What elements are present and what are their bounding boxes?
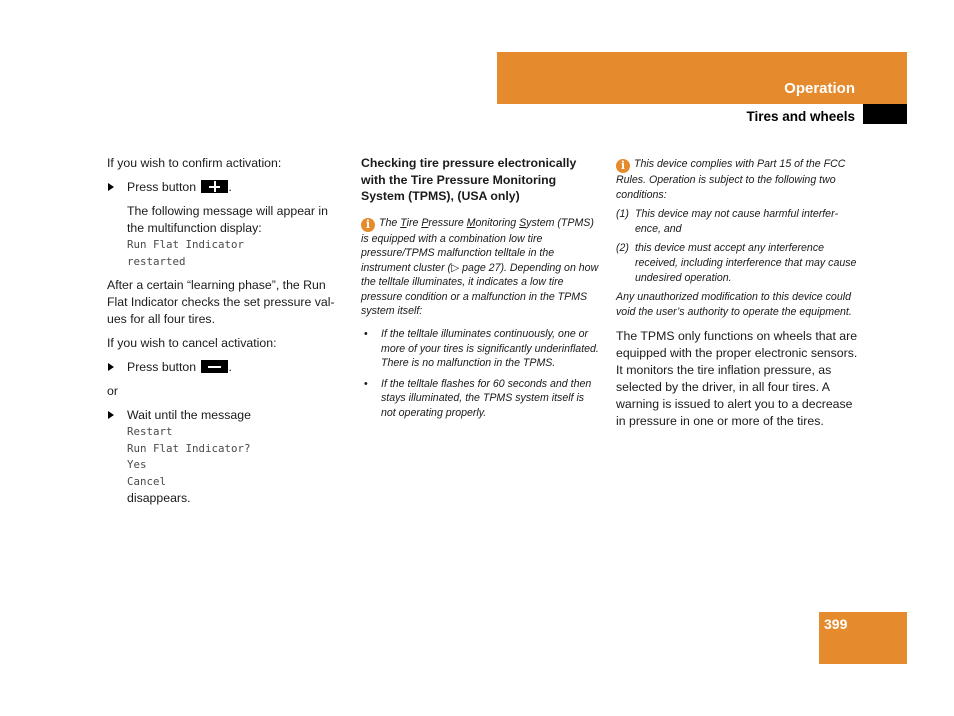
step-press-plus	[107, 179, 347, 196]
arrow-icon	[108, 183, 114, 191]
column-right	[616, 157, 860, 430]
display-line: Cancel	[127, 474, 167, 488]
section-title: Operation	[784, 80, 855, 97]
punctuation: .	[228, 180, 232, 194]
note-text: M	[466, 216, 476, 229]
tpms-info-note	[361, 216, 601, 320]
step-wait	[107, 407, 347, 424]
bullet-icon: •	[364, 328, 368, 341]
bullet-icon: •	[364, 377, 368, 390]
page-number: 399	[824, 616, 848, 632]
minus-button-icon	[201, 360, 228, 373]
note-text: S	[519, 216, 527, 229]
condition-item	[616, 241, 860, 285]
arrow-icon	[108, 363, 114, 371]
tpms-heading: Checking tire pressure electronically with the Tire Pressure Monitoring System (TPMS), (USA only)	[361, 156, 577, 203]
bullet-item	[361, 377, 601, 421]
bullet-text: If the telltale flashes for 60 seconds and then stays illuminated, the TPMS system itself is not operating properly.	[381, 377, 592, 420]
note-text: This device complies with Part 15 of the FCC Rules. Operation is subject to the following two conditions:	[616, 158, 846, 201]
info-icon: i	[361, 218, 375, 232]
step-text: Wait until the message	[127, 408, 251, 422]
condition-text: This device may not cause harmful interference, and	[635, 208, 839, 235]
display-line: Yes	[127, 458, 147, 471]
note-text: ire	[406, 216, 422, 229]
display-line: restarted	[127, 254, 186, 268]
condition-number: (2)	[616, 242, 629, 255]
cancel-intro: If you wish to cancel activation:	[107, 336, 277, 350]
display-line: Run Flat Indicator?	[127, 441, 251, 455]
bullet-item	[361, 327, 601, 371]
display-line: Run Flat Indicator	[127, 238, 245, 251]
column-middle	[361, 155, 601, 421]
or-text: or	[107, 384, 118, 398]
condition-number: (1)	[616, 208, 629, 221]
note-text: T	[400, 216, 407, 229]
note-text: ystem	[526, 216, 555, 229]
restart-message	[107, 424, 347, 490]
tpms-paragraph: The TPMS only functions on wheels that are equipped with the proper electronic sensors. It monitors the tire inflation pressure, as selected by the driver, in all four tires. A warning is issued to alert you to a decrease in pressure in one or more of the tires.	[616, 329, 858, 429]
step-text: Press button	[127, 180, 197, 194]
confirm-intro: If you wish to confirm activation:	[107, 156, 282, 170]
subsection-title: Tires and wheels	[746, 109, 855, 124]
column-left	[107, 155, 347, 507]
disappears-text: disappears.	[127, 491, 191, 505]
following-message: The following message will appear in the multifunction display:	[127, 204, 328, 235]
note-text: P	[421, 216, 429, 229]
bullet-text: If the telltale illuminates continuously, one or more of your tires is significantly underinflated. There is no malfunction in the TPMS.	[381, 328, 599, 370]
fcc-note	[616, 157, 860, 202]
condition-item	[616, 207, 860, 236]
info-icon: i	[616, 159, 630, 173]
chapter-tab	[863, 104, 907, 124]
unauthorized-note: Any unauthorized modification to this device could void the user’s authority to operate the equipment.	[616, 291, 852, 318]
plus-button-icon	[201, 180, 228, 193]
note-text: ressure	[428, 216, 467, 229]
note-text: onitoring	[475, 216, 520, 229]
display-message	[107, 237, 347, 270]
learning-phase-text: After a certain “learning phase”, the Run Flat Indicator checks the set pressure values for all four tires.	[107, 278, 335, 326]
note-text: The	[379, 216, 401, 229]
condition-text: this device must accept any interference received, including interference that may cause undesired operation.	[635, 242, 857, 284]
note-text: (TPMS) is equipped with a combination low tire pressure/TPMS malfunction telltale in the instrument cluster (▷ page 27). Depending on how the telltale illuminates, it indicates a low tire pressure condition or a malfunction in the TPMS system itself:	[361, 216, 599, 318]
step-text: Press button	[127, 360, 197, 374]
punctuation: .	[228, 360, 232, 374]
arrow-icon	[108, 411, 114, 419]
step-press-minus	[107, 359, 347, 376]
display-line: Restart	[127, 425, 173, 438]
